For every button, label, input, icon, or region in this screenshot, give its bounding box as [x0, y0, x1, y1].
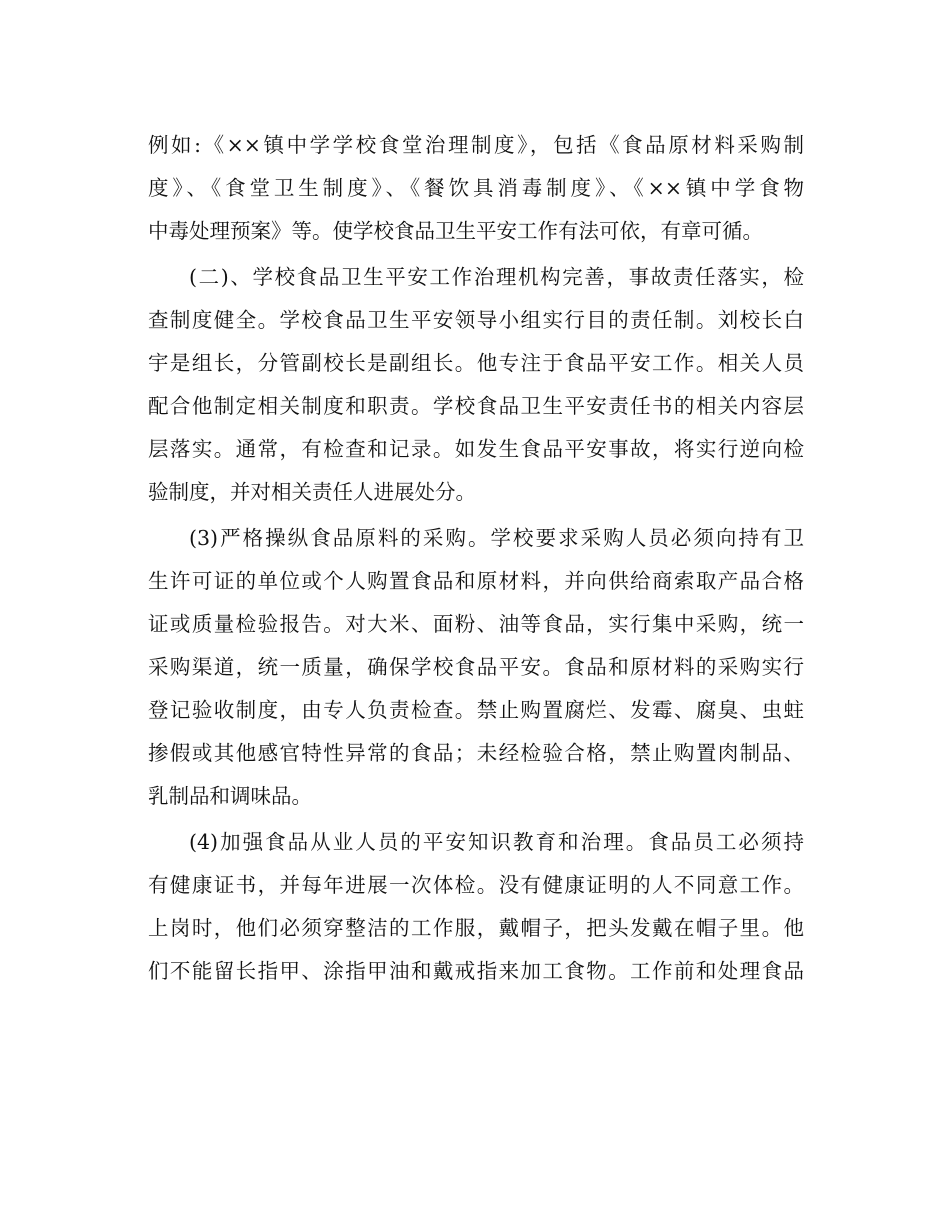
text-line: 有健康证书，并每年进展一次体检。没有健康证明的人不同意工作。	[148, 873, 804, 897]
text-line: 宇是组长，分管副校长是副组长。他专注于食品平安工作。相关人员	[148, 351, 804, 375]
text-line: 验制度，并对相关责任人进展处分。	[148, 480, 476, 504]
paragraph	[148, 821, 804, 993]
text-line: 上岗时，他们必须穿整洁的工作服，戴帽子，把头发戴在帽子里。他	[148, 916, 804, 940]
text-line: 例如:《××镇中学学校食堂治理制度》，包括《食品原材料采购制	[148, 133, 804, 157]
text-line: 采购渠道，统一质量，确保学校食品平安。食品和原材料的采购实行	[148, 655, 804, 679]
document-body	[148, 124, 804, 996]
text-line: 登记验收制度，由专人负责检查。禁止购置腐烂、发霉、腐臭、虫蛀	[148, 698, 804, 722]
text-line: 查制度健全。学校食品卫生平安领导小组实行目的责任制。刘校长白	[148, 308, 804, 332]
paragraph	[148, 124, 804, 253]
text-line: 生许可证的单位或个人购置食品和原材料，并向供给商索取产品合格	[148, 569, 804, 593]
paragraph	[148, 256, 804, 514]
text-line: (4)加强食品从业人员的平安知识教育和治理。食品员工必须持	[189, 830, 804, 854]
text-line: 乳制品和调味品。	[148, 784, 312, 808]
text-line: 中毒处理预案》等。使学校食品卫生平安工作有法可依，有章可循。	[148, 219, 763, 243]
text-line: (二)、学校食品卫生平安工作治理机构完善，事故责任落实，检	[189, 265, 804, 289]
text-line: 层落实。通常，有检查和记录。如发生食品平安事故，将实行逆向检	[148, 437, 804, 461]
text-line: 度》、《食堂卫生制度》、《餐饮具消毒制度》、《××镇中学食物	[148, 176, 804, 200]
paragraph	[148, 517, 804, 818]
text-line: 掺假或其他感官特性异常的食品；未经检验合格，禁止购置肉制品、	[148, 741, 804, 765]
text-line: 配合他制定相关制度和职责。学校食品卫生平安责任书的相关内容层	[148, 394, 804, 418]
text-line: 证或质量检验报告。对大米、面粉、油等食品，实行集中采购，统一	[148, 612, 804, 636]
text-line: 们不能留长指甲、涂指甲油和戴戒指来加工食物。工作前和处理食品	[148, 959, 804, 983]
text-line: (3)严格操纵食品原料的采购。学校要求采购人员必须向持有卫	[189, 526, 804, 550]
